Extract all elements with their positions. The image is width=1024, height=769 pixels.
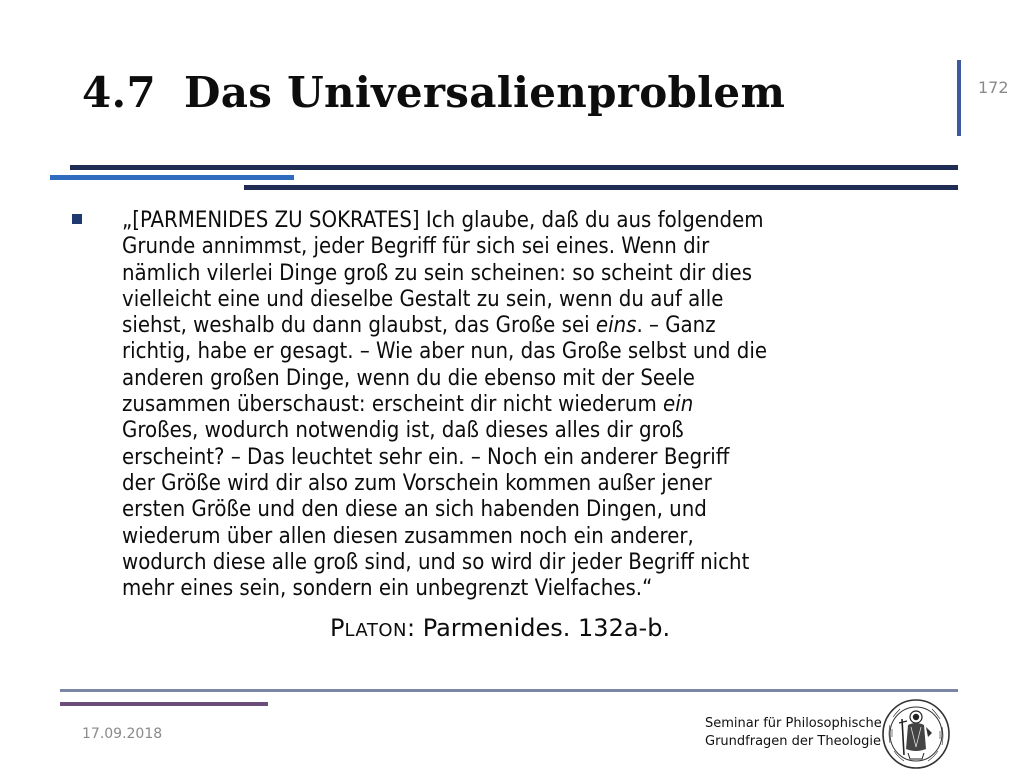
- author-initial: P: [330, 614, 345, 642]
- author-rest: LATON: [344, 620, 407, 641]
- footer-line-2: Grundfragen der Theologie: [705, 734, 881, 749]
- slide-title: [82, 68, 785, 117]
- square-bullet-icon: [72, 214, 82, 224]
- footer-institution: [705, 715, 882, 751]
- footer-rule: [60, 689, 958, 692]
- quote-text: [122, 208, 952, 602]
- quote-part-2: . – Ganz richtig, habe er gesagt. – Wie aber nun, das Große selbst und die anderen großen Dinge, wenn du die ebenso mit der Seele zusammen überschaust: erscheint dir nicht wiederum: [122, 313, 768, 418]
- quote-block: [72, 208, 952, 602]
- quote-part-3: Großes, wodurch notwendig ist, daß dieses alles dir groß erscheint? – Das leuchtet sehr ein. – Noch ein anderer Begriff der Größe wird dir also zum Vorschein kommen außer jener ersten Größe und den diese an sich habenden Dingen, und wiederum über allen diesen zusammen noch ein anderer, wodurch diese alle groß sind, und so wird dir jeder Begriff nicht mehr eines sein, sondern ein unbegrenzt Vielfaches.“: [122, 418, 750, 602]
- footer-accent-rule: [60, 702, 268, 706]
- section-number: 4.7: [82, 68, 156, 117]
- page-number: 172: [978, 78, 1009, 97]
- footer-line-1: Seminar für Philosophische: [705, 716, 882, 731]
- title-text: Das Universalienproblem: [184, 68, 786, 117]
- quote-part-1: „[PARMENIDES ZU SOKRATES] Ich glaube, daß du aus folgendem Grunde annimmst, jeder Begriff für sich sei eines. Wenn dir nämlich vilerlei Dinge groß zu sein scheinen: so scheint dir dies vielleicht eine und dieselbe Gestalt zu sein, wenn du auf alle siehst, weshalb du dann glaubst, das Große sei: [122, 208, 764, 339]
- header-rule-top: [70, 165, 958, 170]
- header-rule-bottom: [244, 185, 958, 190]
- quote-emphasis-1: eins: [595, 313, 637, 339]
- quote-source: [330, 614, 670, 642]
- source-work: : Parmenides. 132a-b.: [406, 614, 671, 642]
- footer-date: 17.09.2018: [82, 726, 163, 742]
- university-seal-icon: [880, 697, 952, 769]
- header-rule-blue: [50, 175, 294, 180]
- title-divider: [957, 60, 961, 136]
- quote-emphasis-2: ein: [663, 392, 694, 418]
